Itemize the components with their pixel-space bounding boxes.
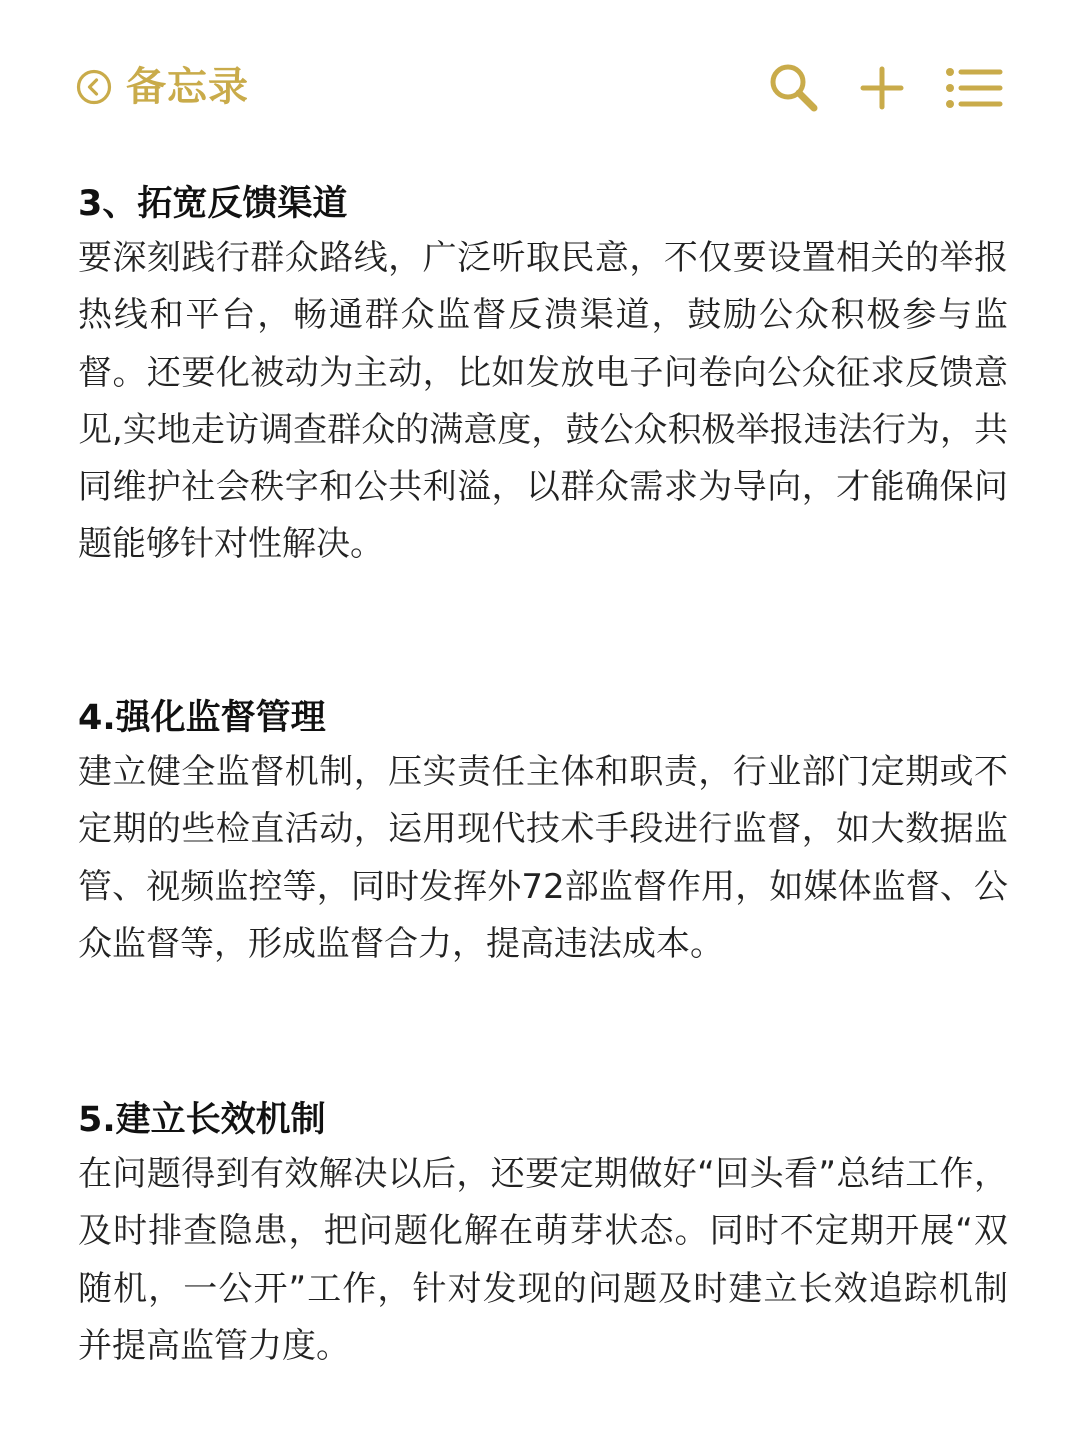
list-icon — [945, 66, 1003, 110]
back-button[interactable] — [76, 62, 249, 112]
note-section — [78, 1094, 1008, 1375]
search-button[interactable] — [764, 58, 824, 118]
menu-button[interactable] — [944, 58, 1004, 118]
chevron-left-circle-icon — [76, 69, 112, 105]
back-label: 备忘录 — [126, 64, 249, 110]
section-body: 要深刻践行群众路线，广泛听取民意，不仅要设置相关的举报热线和平台，畅通群众监督反溃渠道，鼓励公众积极参与监督。还要化被动为主动，比如发放电子问卷向公众征求反馈意见,实地走访调查群众的满意度，鼓公众积极举报违法行为，共同维护社会秩字和公共利溢，以群众需求为导向，才能确保问题能够针对性解决。 — [78, 238, 1008, 565]
note-section — [78, 178, 1008, 574]
section-body: 建立健全监督机制，压实责任主体和职责，行业部门定期或不定期的些检直活动，运用现代技术手段进行监督，如大数据监管、视频监控等，同时发挥外72部监督作用，如媒体监督、公众监督等，形成监督合力，提高违法成本。 — [78, 752, 1008, 964]
section-title: 5.建立长效机制 — [78, 1100, 326, 1140]
top-bar — [0, 0, 1080, 170]
section-title: 4.强化监督管理 — [78, 698, 326, 738]
search-icon — [766, 60, 822, 116]
note-section — [78, 692, 1008, 973]
section-title: 3、拓宽反馈渠道 — [78, 184, 348, 224]
section-body: 在问题得到有效解决以后，还要定期做好“回头看”总结工作，及时排查隐患，把问题化解在萌芽状态。同时不定期开展“双随机，一公开”工作，针对发现的问题及时建立长效追踪机制并提高监管力度。 — [78, 1154, 1008, 1366]
plus-icon — [859, 65, 905, 111]
add-button[interactable] — [852, 58, 912, 118]
